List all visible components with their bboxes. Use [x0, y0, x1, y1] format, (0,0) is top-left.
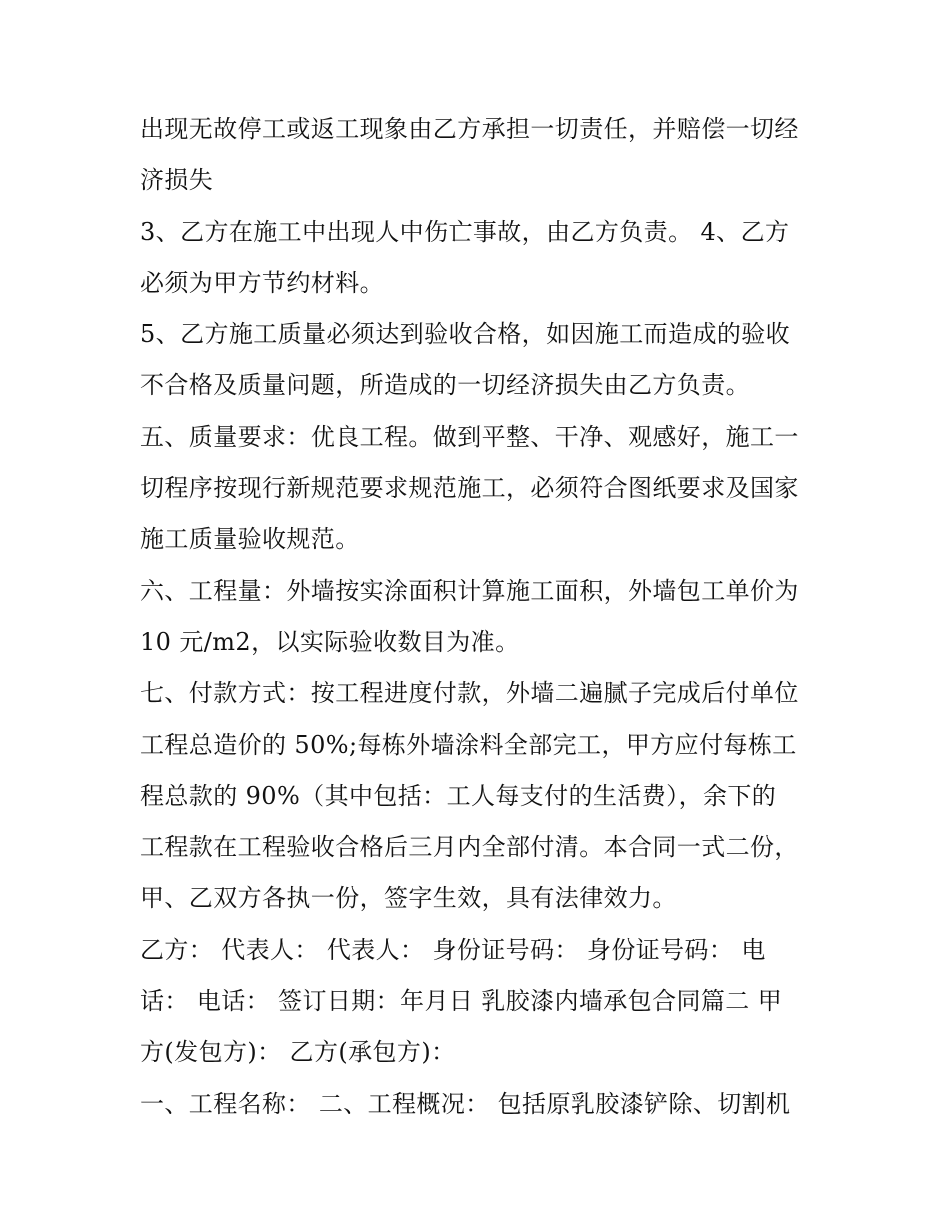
document-body: [140, 104, 820, 1130]
text-line: 5、乙方施工质量必须达到验收合格，如因施工而造成的验收: [140, 320, 791, 349]
text-line: 程总款的 90%（其中包括：工人每支付的生活费），余下的: [140, 781, 777, 810]
text-line: 切程序按现行新规范要求规范施工，必须符合图纸要求及国家: [140, 474, 799, 503]
text-line: 出现无故停工或返工现象由乙方承担一切责任，并赔偿一切经: [140, 115, 799, 143]
text-line: 工程总造价的 50%;每栋外墙涂料全部完工，甲方应付每栋工: [140, 730, 797, 759]
text-line: 七、付款方式：按工程进度付款，外墙二遍腻子完成后付单位: [140, 679, 799, 708]
text-line: 济损失: [140, 166, 214, 195]
text-line: 六、工程量：外墙按实涂面积计算施工面积，外墙包工单价为: [140, 576, 799, 605]
text-line: 甲、乙双方各执一份，签字生效，具有法律效力。: [140, 884, 677, 913]
text-line: 话： 电话： 签订日期：年月日 乳胶漆内墙承包合同篇二 甲: [140, 987, 783, 1016]
text-line: 不合格及质量问题，所造成的一切经济损失由乙方负责。: [140, 371, 750, 400]
text-line: 五、质量要求：优良工程。做到平整、干净、观感好，施工一: [140, 422, 799, 451]
text-line: 工程款在工程验收合格后三月内全部付清。本合同一式二份，: [140, 833, 799, 862]
text-line: 施工质量验收规范。: [140, 525, 360, 554]
text-line: 3、乙方在施工中出现人中伤亡事故，由乙方负责。 4、乙方: [140, 217, 790, 246]
text-line: 方(发包方)： 乙方(承包方)：: [140, 1038, 456, 1067]
text-line: 必须为甲方节约材料。: [140, 268, 384, 297]
text-line: 10 元/m2，以实际验收数目为准。: [140, 627, 520, 656]
text-line: 一、工程名称： 二、工程概况： 包括原乳胶漆铲除、切割机: [140, 1089, 791, 1118]
text-line: 乙方： 代表人： 代表人： 身份证号码： 身份证号码： 电: [140, 935, 766, 964]
